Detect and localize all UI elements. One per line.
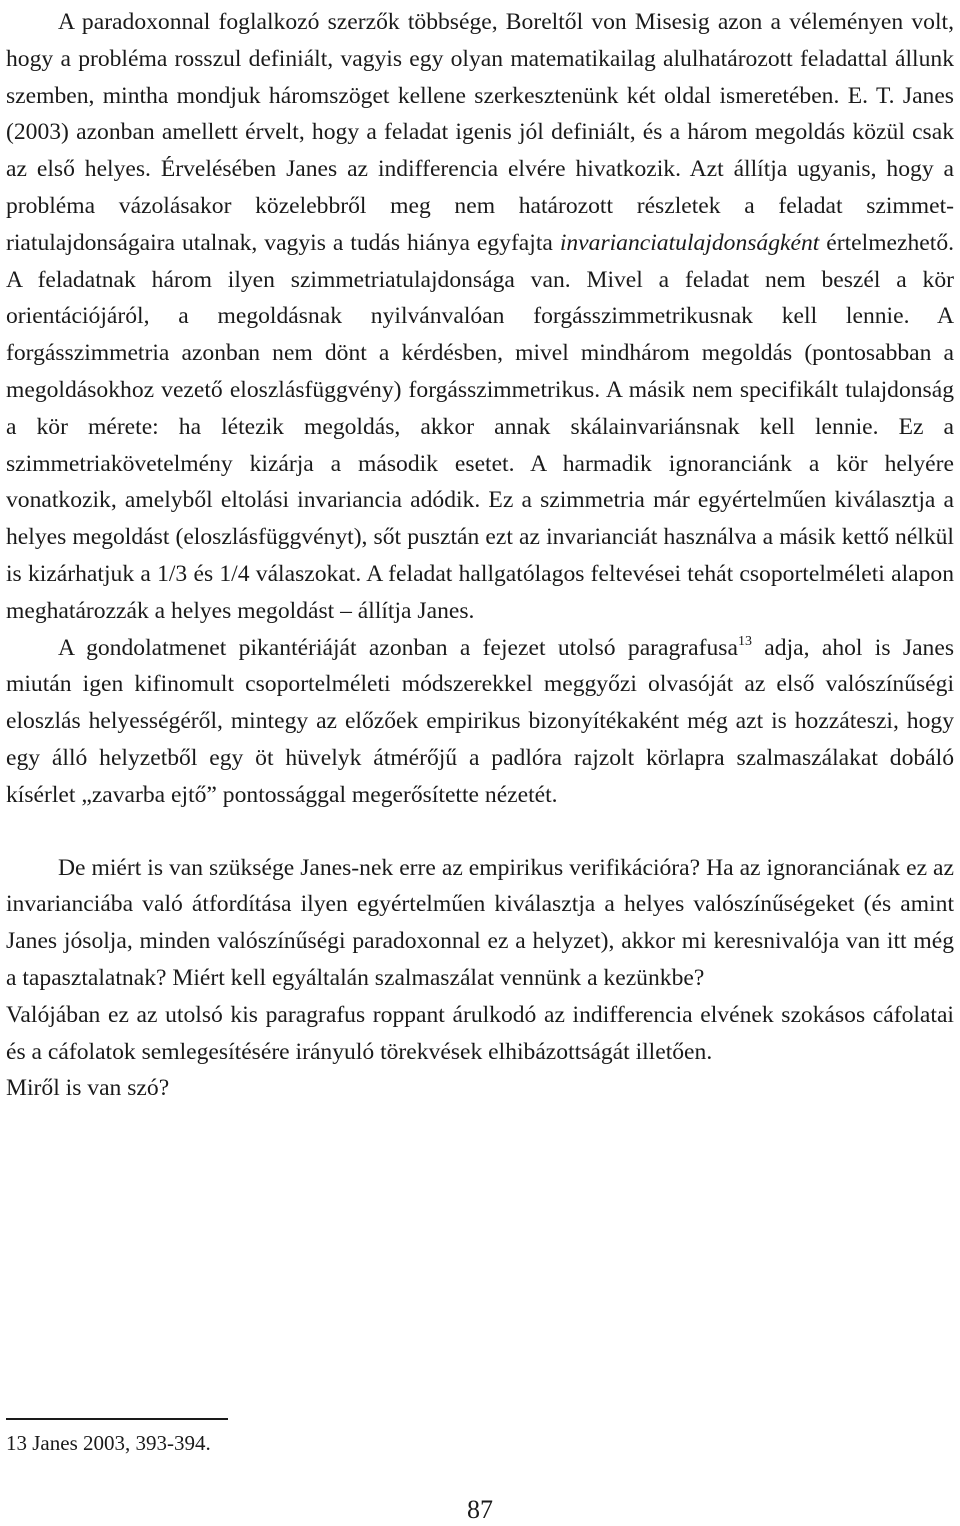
paragraph-1-text-a: A paradoxonnal foglalkozó szerzők többsége, Boreltől von Misesig azon a véleményen volt, hogy a probléma rosszul definiált, vagyis egy olyan matematikailag alulhatározott feladattal állunk szemben, mintha mondjuk háromszöget kellene szerkesztenünk két oldal ismeretében. E. T. Janes (2003) azonban amellett érvelt, hogy a feladat igenis jól definiált, és a három megoldás közül csak az első helyes. Érvelésében Janes az indifferencia elvére hivatkozik. Azt állítja ugyanis, hogy a probléma vázolásakor közelebbről meg nem határozott részletek a feladat szimmetriatulajdonságaira utalnak, vagyis a tudás hiánya egyfajta [6, 9, 954, 256]
paragraph-1 [6, 4, 954, 630]
paragraph-3 [6, 850, 954, 997]
paragraph-4 [6, 997, 954, 1071]
paragraph-1-text-b: értelmezhető. A feladatnak három ilyen szimmetriatulajdonsága van. Mivel a feladat nem beszél a kör orientációjáról, a megoldásnak nyilvánvalóan forgásszimmetrikusnak kell lennie. A forgásszimmetria azonban nem dönt a kérdésben, mivel mindhárom megoldás (pontosabban a megoldásokhoz vezető eloszlásfüggvény) forgásszimmetrikus. A másik nem specifikált tulajdonság a kör mérete: ha létezik megoldás, akkor annak skálainvariánsnak kell lennie. Ez a szimmetriakövetelmény kizárja a második esetet. A harmadik ignoranciánk a kör helyére vonatkozik, amelyből eltolási invariancia adódik. Ez a szimmetria már egyértelműen kiválasztja a helyes megoldást (eloszlásfüggvényt), sőt pusztán ezt az invarianciát használva a másik kettő nélkül is kizárhatjuk a 1/3 és 1/4 válaszokat. A feladat hallgatólagos feltevései tehát csoportelméleti alapon meghatározzák a helyes megoldást – állítja Janes. [6, 229, 955, 624]
footnote-divider [6, 1418, 228, 1420]
paragraph-5-text: Miről is van szó? [6, 1075, 170, 1102]
paragraph-2-text-b: adja, ahol is Janes miután igen kifinomult csoportelméleti módszerekkel meggyőzi olvasóját az első valószínűségi eloszlás helyességéről, mintegy az előzőek empirikus bizonyítékaként még azt is hozzáteszi, hogy egy álló helyzetből egy öt hüvelyk átmérőjű a padlóra rajzolt körlapra szalmaszálakat dobáló kísérlet „zavarba ejtő” pontossággal megerősítette nézetét. [6, 634, 954, 808]
footnote-reference[interactable]: 13 [737, 633, 752, 649]
page-number: 87 [467, 1495, 493, 1524]
paragraph-5 [6, 1070, 954, 1107]
paragraph-2-text-a: A gondolatmenet pikantériáját azonban a fejezet utolsó paragrafusa [58, 634, 738, 661]
footnote: 13 Janes 2003, 393-394. [6, 1431, 211, 1455]
page-body [6, 4, 954, 1107]
paragraph-3-text: De miért is van szüksége Janes-nek erre az empirikus verifikációra? Ha az ignoranciának ez az invarianciába való átfordítása ilyen egyértelműen kiválasztja a helyes valószínűségeket (és amint Janes jósolja, minden valószínűségi paradoxonnal ez a helyzet), akkor mi keresnivalója van itt még a tapasztalatnak? Miért kell egyáltalán szalmaszálat vennünk a kezünkbe? [6, 854, 954, 991]
paragraph-2 [6, 630, 954, 814]
paragraph-1-italic-term: invarianciatulajdonságként [559, 229, 820, 256]
paragraph-4-text: Valójában ez az utolsó kis paragrafus roppant árulkodó az indifferencia elvének szokásos cáfolatai és a cáfolatok semlegesítésére irányuló törekvések elhibázottságát illetően. [6, 1001, 954, 1065]
